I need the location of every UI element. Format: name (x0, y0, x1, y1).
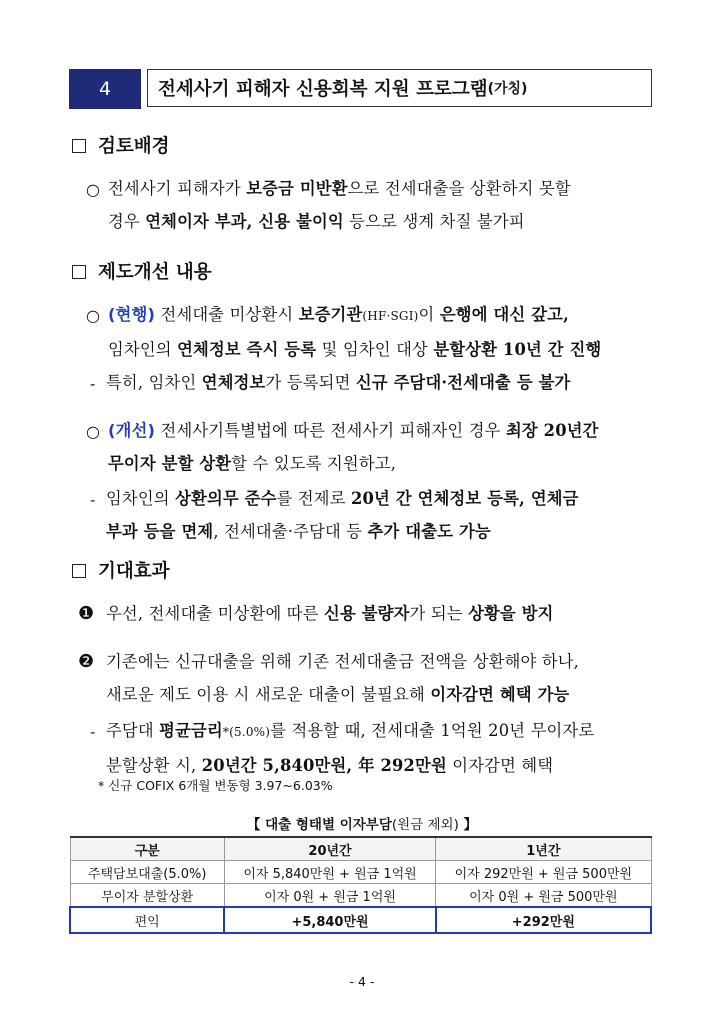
checkbox-square-icon (72, 564, 86, 578)
effects-item-3: 주담대 평균금리*(5.0%)를 적용할 때, 전세대출 1억원 20년 무이자로 분할상환 시, 20년간 5,840만원, 年 292만원 이자감면 혜택 (106, 721, 595, 775)
table-caption: 【 대출 형태별 이자부담(원금 제외) 】 (246, 817, 478, 833)
table-cell: 편익 (70, 907, 224, 933)
table-header-cell: 구분 (70, 837, 224, 861)
table-row (70, 884, 651, 908)
improvement-item-detail: 임차인의 상환의무 준수를 전제로 20년 간 연체정보 등록, 연체금 부과 등을 면제, 전세대출·주담대 등 추가 대출도 가능 (106, 489, 579, 541)
effects-item-1: 우선, 전세대출 미상환에 따른 신용 불량자가 되는 상황을 방지 (106, 604, 554, 623)
page-number: - 4 - (349, 974, 375, 989)
table-cell: +292만원 (436, 907, 651, 933)
section-number: 4 (69, 69, 141, 109)
section-title-text: 전세사기 피해자 신용회복 지원 프로그램 (158, 79, 488, 100)
heading-improvement (72, 258, 212, 284)
heading-improvement-label: 제도개선 내용 (98, 262, 212, 283)
table-cell: 이자 0원 + 원금 500만원 (436, 884, 651, 908)
table-cell: +5,840만원 (224, 907, 435, 933)
heading-background (72, 132, 169, 158)
effects-item-2: 기존에는 신규대출을 위해 기존 전세대출금 전액을 상환해야 하나, 새로운 제도 이용 시 새로운 대출이 불필요해 이자감면 혜택 가능 (106, 652, 580, 704)
table-cell: 이자 0원 + 원금 1억원 (224, 884, 435, 908)
number-2-icon: ❷ (78, 651, 95, 672)
table-cell: 무이자 분할상환 (70, 884, 224, 908)
improvement-item-improved: (개선) 전세사기특별법에 따른 전세사기 피해자인 경우 최장 20년간 무이자 분할 상환할 수 있도록 지원하고, (108, 421, 599, 473)
table-header-row (70, 837, 651, 861)
heading-effects-label: 기대효과 (98, 561, 170, 582)
heading-background-label: 검토배경 (98, 136, 170, 157)
bullet-dash: - (90, 490, 96, 509)
table-total-row (70, 907, 651, 933)
table-cell: 이자 292만원 + 원금 500만원 (436, 861, 651, 884)
number-1-icon: ❶ (78, 603, 95, 624)
table-header-cell: 20년간 (224, 837, 435, 861)
heading-effects (72, 557, 169, 583)
checkbox-square-icon (72, 139, 86, 153)
table-header-cell: 1년간 (436, 837, 651, 861)
background-item-1: 전세사기 피해자가 보증금 미반환으로 전세대출을 상환하지 못할 경우 연체이자 부과, 신용 불이익 등으로 생계 차질 불가피 (108, 179, 571, 231)
bullet-dash: - (90, 374, 96, 393)
improvement-item-current: (현행) 전세대출 미상환시 보증기관(HF·SGI)이 은행에 대신 갚고, 임차인의 연체정보 즉시 등록 및 임차인 대상 분할상환 10년 간 진행 (108, 305, 602, 359)
bullet-circle-icon: ○ (86, 422, 100, 441)
section-title-suffix: (가칭) (487, 81, 528, 97)
section-title (147, 69, 652, 107)
section-header (69, 69, 654, 109)
table-row (70, 861, 651, 884)
table-cell: 이자 5,840만원 + 원금 1억원 (224, 861, 435, 884)
improvement-item-note: 특히, 임차인 연체정보가 등록되면 신규 주담대·전세대출 등 불가 (106, 373, 571, 392)
bullet-circle-icon: ○ (86, 306, 100, 325)
footnote: * 신규 COFIX 6개월 변동형 3.97~6.03% (98, 778, 333, 793)
checkbox-square-icon (72, 265, 86, 279)
bullet-circle-icon: ○ (86, 180, 100, 199)
table-cell: 주택담보대출(5.0%) (70, 861, 224, 884)
interest-burden-table (69, 836, 652, 934)
bullet-dash: - (90, 722, 96, 741)
